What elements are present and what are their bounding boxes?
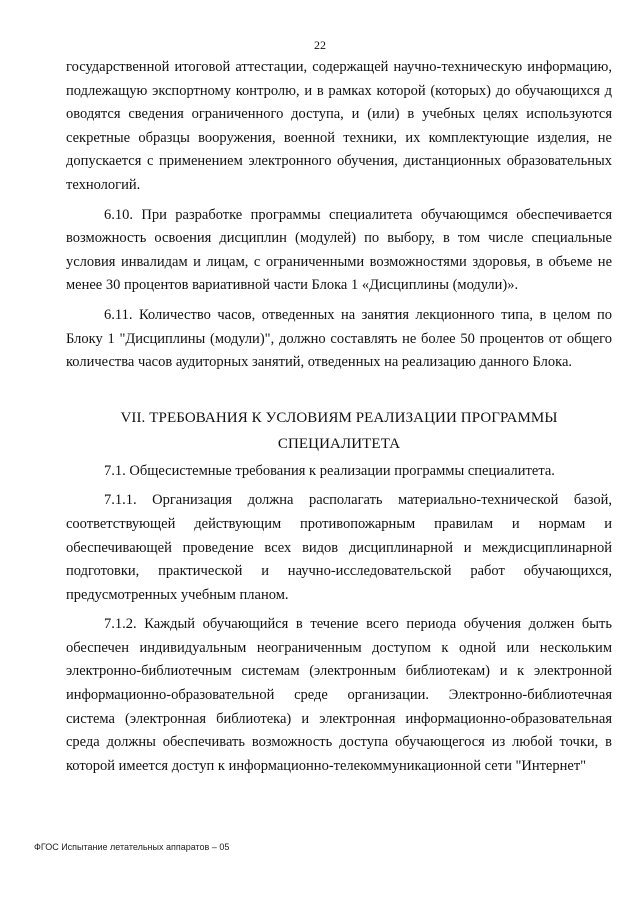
footer-note: ФГОС Испытание летательных аппаратов – 05 (34, 842, 230, 852)
paragraph-7-1: 7.1. Общесистемные требования к реализации программы специалитета. (104, 462, 555, 479)
paragraph-continuation: государственной итоговой аттестации, содержащей научно-техническую информацию, подлежащую экспортному контролю, и в рамках которой (которых) до обучающихся д оводятся сведения ограниченного доступа, и (или) в учебных целях используются секретные образцы вооружения, военной техники, их комплектующие изделия, не допускается с применением электронного обучения, дистанционных образовательных технологий. (66, 59, 612, 193)
document-body (66, 56, 612, 778)
section-heading-line-2: СПЕЦИАЛИТЕТА (277, 435, 401, 452)
section-heading-line-1: VII. ТРЕБОВАНИЯ К УСЛОВИЯМ РЕАЛИЗАЦИИ ПРОГРАММЫ (120, 409, 558, 426)
paragraph-6-10: 6.10. При разработке программы специалитета обучающимся обеспечивается возможность освоения дисциплин (модулей) по выбору, в том числе специальные условия инвалидам и лицам, с ограниченными возможностями здоровья, в объеме не менее 30 процентов вариативной части Блока 1 «Дисциплины (модули)». (66, 206, 612, 294)
paragraph-7-1-2: 7.1.2. Каждый обучающийся в течение всего периода обучения должен быть обеспечен индивидуальным неограниченным доступом к одной или нескольким электронно-библиотечным системам (электронным библиотекам) и к электронной информационно-образовательной среде организации. Электронно-библиотечная система (электронная библиотека) и электронная информационно-образовательная среда должны обеспечивать возможность доступа обучающегося из любой точки, в которой имеется доступ к информационно-телекоммуникационной сети "Интернет" (66, 616, 612, 774)
paragraph-6-11: 6.11. Количество часов, отведенных на занятия лекционного типа, в целом по Блоку 1 "Дисциплины (модули)", должно составлять не более 50 процентов от общего количества часов аудиторных занятий, отведенных на реализацию данного Блока. (66, 306, 612, 371)
section-heading (66, 405, 612, 457)
paragraph-7-1-1: 7.1.1. Организация должна располагать материально-технической базой, соответствующей действующим противопожарным правилам и нормам и обеспечивающей проведение всех видов дисциплинарной и междисциплинарной подготовки, практической и научно-исследовательской работ обучающихся, предусмотренных учебным планом. (66, 492, 612, 603)
page-number: 22 (314, 38, 326, 52)
